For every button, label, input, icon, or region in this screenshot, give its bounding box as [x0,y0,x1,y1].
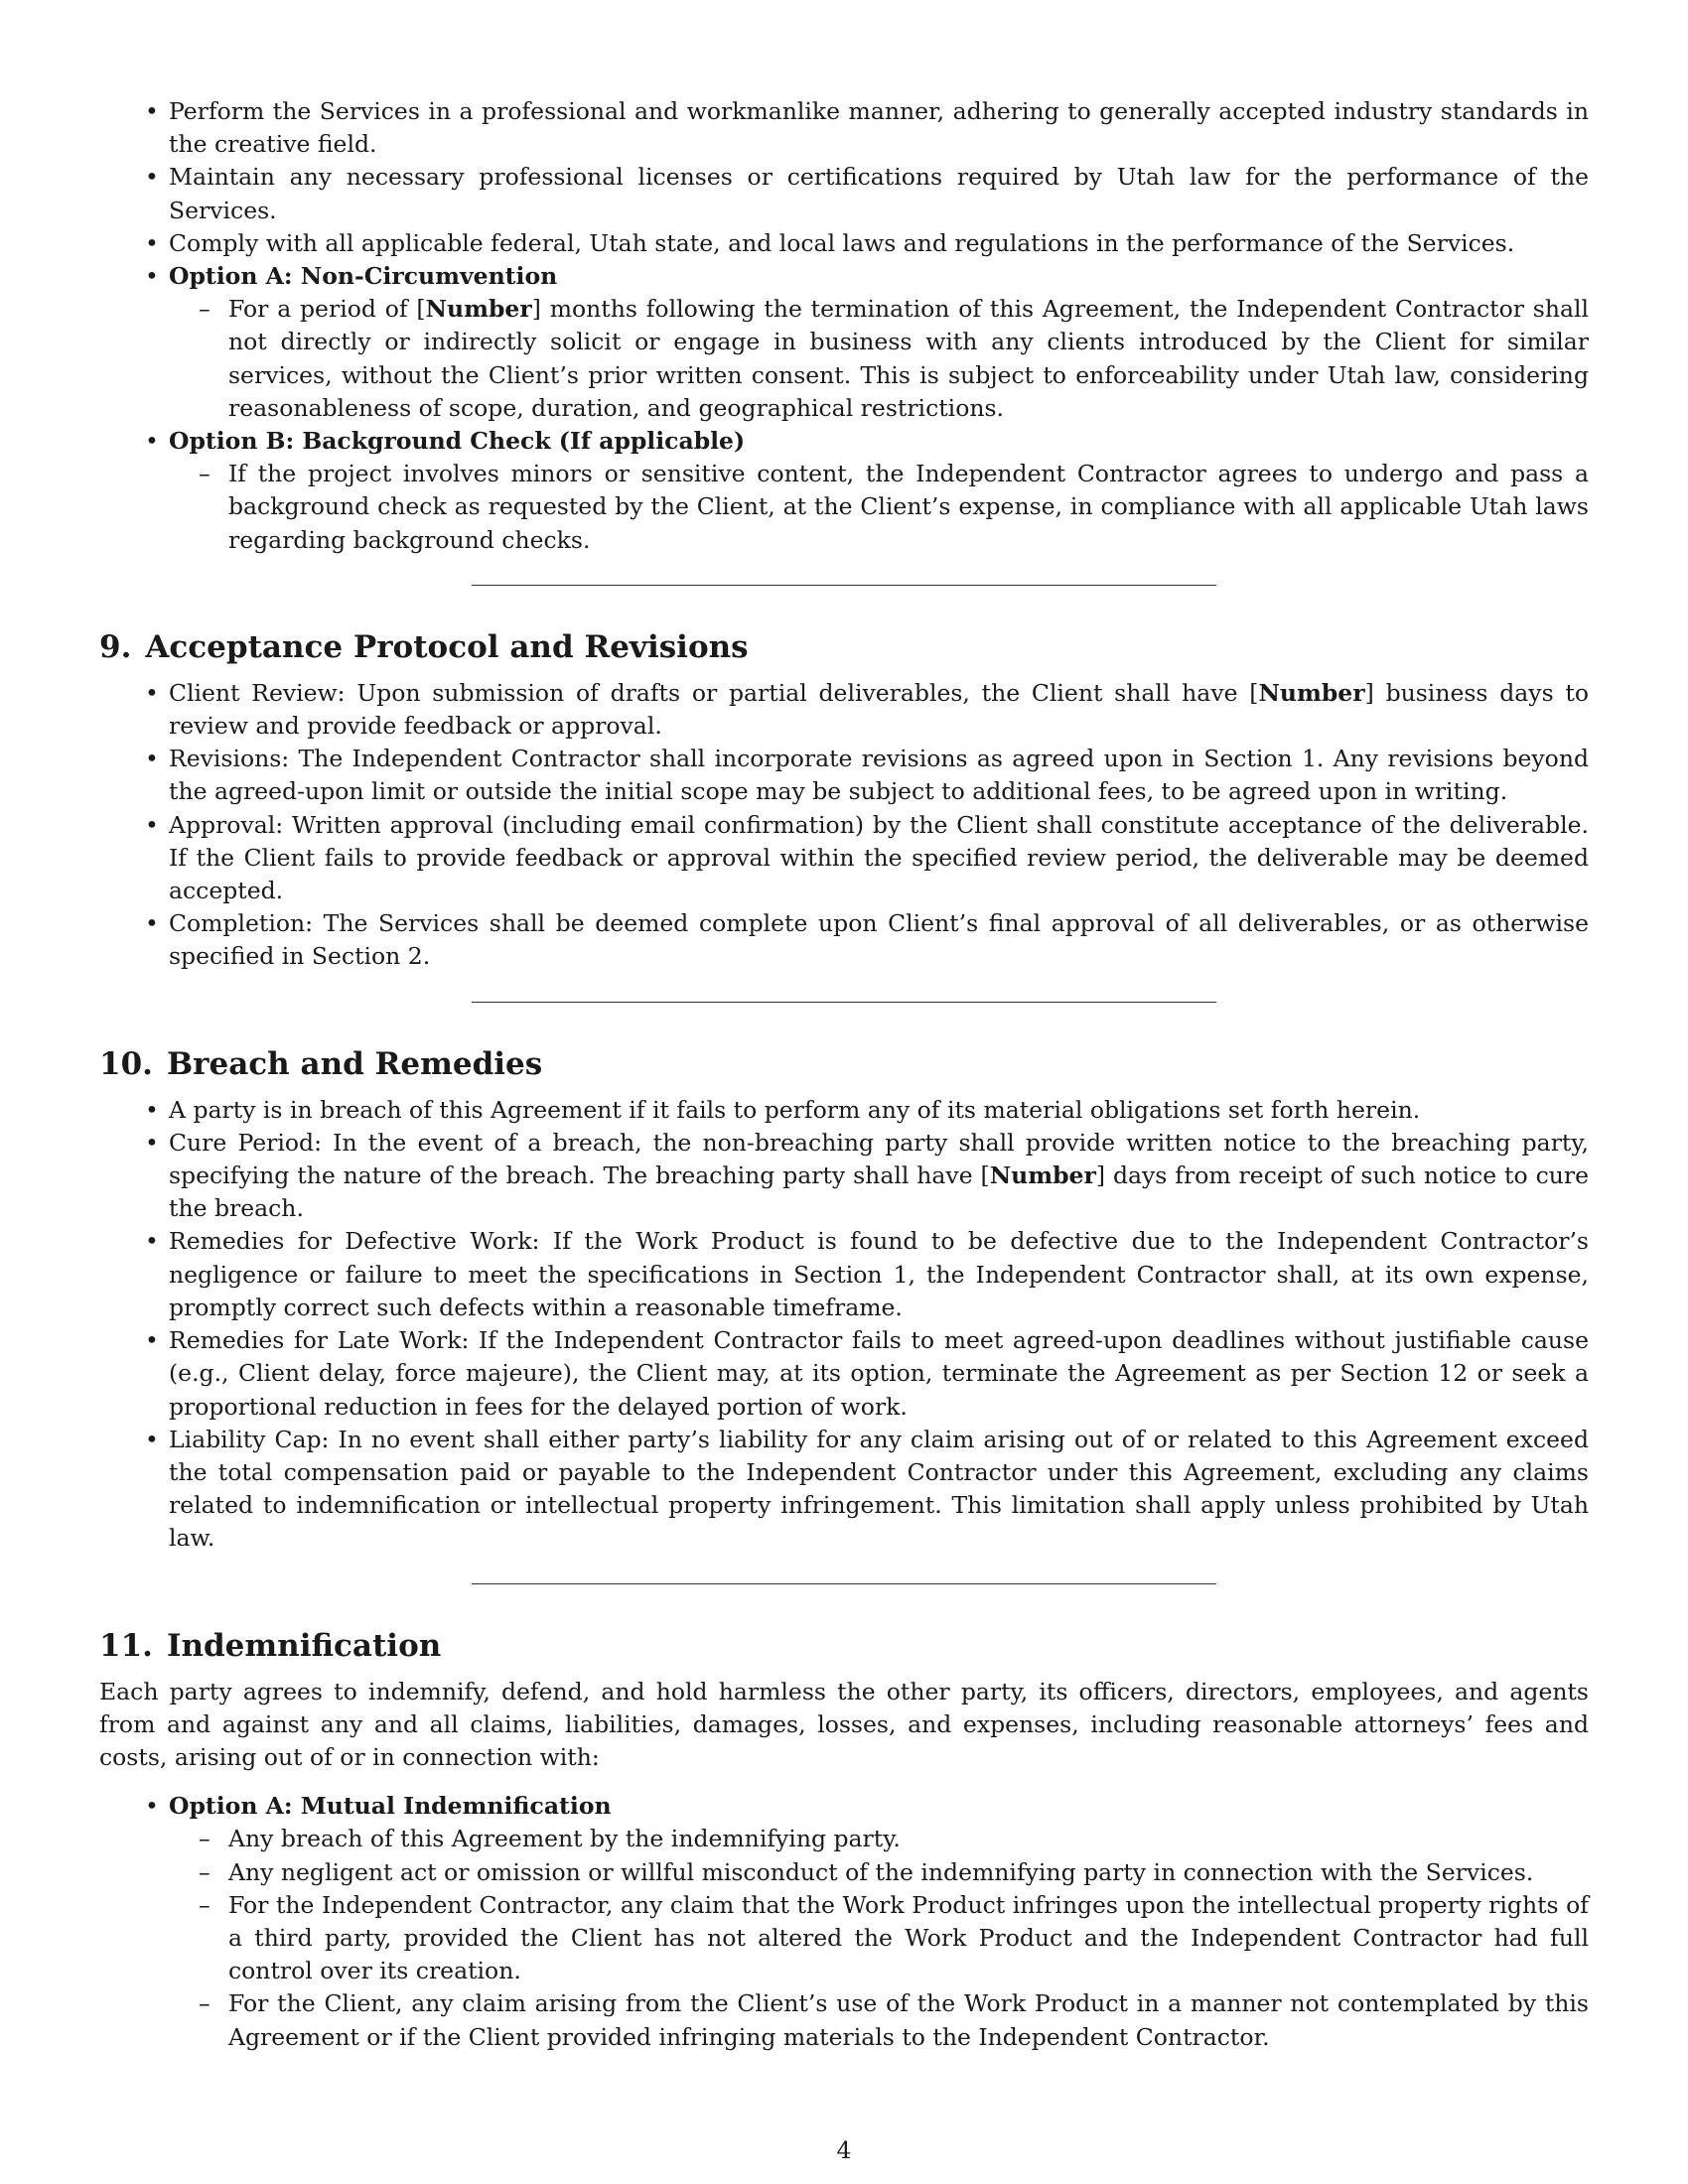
section-title: Breach and Remedies [166,1045,543,1082]
list-item: • Liability Cap: In no event shall either party’s liability for any claim arising out of or related to this Agreement exceed the total compensation paid or payable to the Independent Contractor under this Agreement, excluding any claims related to indemnification or intellectual property infringement. This limitation shall apply unless prohibited by Utah law. [169,1424,1589,1556]
list-item: • Remedies for Late Work: If the Independent Contractor fails to meet agreed-upon deadlines without justifiable cause (e.g., Client delay, force majeure), the Client may, at its option, terminate the Agreement as per Section 12 or seek a proportional reduction in fees for the delayed portion of work. [169,1324,1589,1424]
list-item: • Comply with all applicable federal, Utah state, and local laws and regulations in the performance of the Services. [169,227,1589,260]
option-b-title: Option B: Background Check (If applicable) [169,427,746,456]
sub-list-item: – Any breach of this Agreement by the indemnifying party. [228,1823,1589,1855]
list-item: • Remedies for Defective Work: If the Work Product is found to be defective due to the Independent Contractor’s negligence or failure to meet the specifications in Section 1, the Independent Contractor shall, at its own expense, promptly correct such defects within a reasonable timeframe. [169,1225,1589,1324]
list-item-option-b [169,425,1589,557]
option-a-title: Option A: Non-Circumvention [169,262,558,291]
section-number: 9. [99,628,132,665]
list-item: • A party is in breach of this Agreement if it fails to perform any of its material obligations set forth herein. [169,1094,1589,1127]
list-item [169,677,1589,743]
sub-list-item [228,293,1589,425]
document-page [99,95,1589,2054]
section-11-heading [99,1626,1589,1666]
list-item: • Approval: Written approval (including email confirmation) by the Client shall constitute acceptance of the deliverable. If the Client fails to provide feedback or approval within the specified review period, the deliverable may be deemed accepted. [169,809,1589,908]
item-text: Client Review: Upon submission of drafts or partial deliverables, the Client shall have [ [169,678,1259,707]
section-10-heading [99,1044,1589,1084]
section-title: Acceptance Protocol and Revisions [145,628,749,665]
section-9-list [99,677,1589,974]
list-item: • Revisions: The Independent Contractor shall incorporate revisions as agreed upon in Section 1. Any revisions beyond the agreed-upon limit or outside the initial scope may be subject to additional fees, to be agreed upon in writing. [169,743,1589,808]
sub-list-item: – Any negligent act or omission or willful misconduct of the indemnifying party in connection with the Services. [228,1856,1589,1889]
sub-list-item: – For the Independent Contractor, any claim that the Work Product infringes upon the intellectual property rights of a third party, provided the Client has not altered the Work Product and the Independent Contractor had full control over its creation. [228,1889,1589,1988]
option-a-sublist [169,293,1589,425]
placeholder-number: Number [1258,678,1365,707]
section-divider [472,1583,1216,1584]
option-a-title: Option A: Mutual Indemnification [169,1792,612,1821]
item-text: Cure Period: In the event of a breach, the non-breaching party shall provide written notice to the breaching party, specifying the nature of the breach. The breaching party shall have [ [169,1128,1589,1190]
section-9-heading [99,627,1589,667]
list-item: • Completion: The Services shall be deemed complete upon Client’s final approval of all deliverables, or as otherwise specified in Section 2. [169,907,1589,973]
placeholder-number: Number [989,1161,1096,1190]
section-divider [472,1002,1216,1003]
section-number: 10. [99,1045,153,1082]
section-10-list [99,1094,1589,1556]
option-a-text-after: ] months following the termination of this Agreement, the Independent Contractor shall not directly or indirectly solicit or engage in business with any clients introduced by the Client for similar services, without the Client’s prior written consent. This is subject to enforceability under Utah law, considering reasonableness of scope, duration, and geographical restrictions. [228,295,1589,422]
item-text: ] days from receipt of such notice to cure the breach. [169,1161,1590,1223]
option-a-sublist [169,1823,1589,2053]
list-item-option-a [169,1790,1589,2054]
placeholder-number: Number [425,295,532,324]
section-divider [472,585,1216,586]
obligations-list [99,95,1589,557]
list-item: • Maintain any necessary professional licenses or certifications required by Utah law for the performance of the Services. [169,161,1589,226]
list-item: • Perform the Services in a professional and workmanlike manner, adhering to generally accepted industry standards in the creative field. [169,95,1589,161]
list-item-option-a [169,260,1589,425]
option-a-text-before: For a period of [ [228,295,426,324]
section-number: 11. [99,1627,153,1664]
item-text: ] business days to review and provide feedback or approval. [169,678,1589,741]
page-number: 4 [836,2136,852,2164]
section-11-intro: Each party agrees to indemnify, defend, and hold harmless the other party, its officers, directors, employees, and agents from and against any and all claims, liabilities, damages, losses, and expenses, including reasonable attorneys’ fees and costs, arising out of or in connection with: [99,1677,1589,1771]
section-11-list [99,1790,1589,2054]
sub-list-item: – If the project involves minors or sensitive content, the Independent Contractor agrees to undergo and pass a background check as requested by the Client, at the Client’s expense, in compliance with all applicable Utah laws regarding background checks. [228,458,1589,557]
option-b-sublist [169,458,1589,557]
list-item [169,1127,1589,1226]
section-title: Indemnification [166,1627,442,1664]
sub-list-item: – For the Client, any claim arising from the Client’s use of the Work Product in a manner not contemplated by this Agreement or if the Client provided infringing materials to the Independent Contractor. [228,1987,1589,2053]
